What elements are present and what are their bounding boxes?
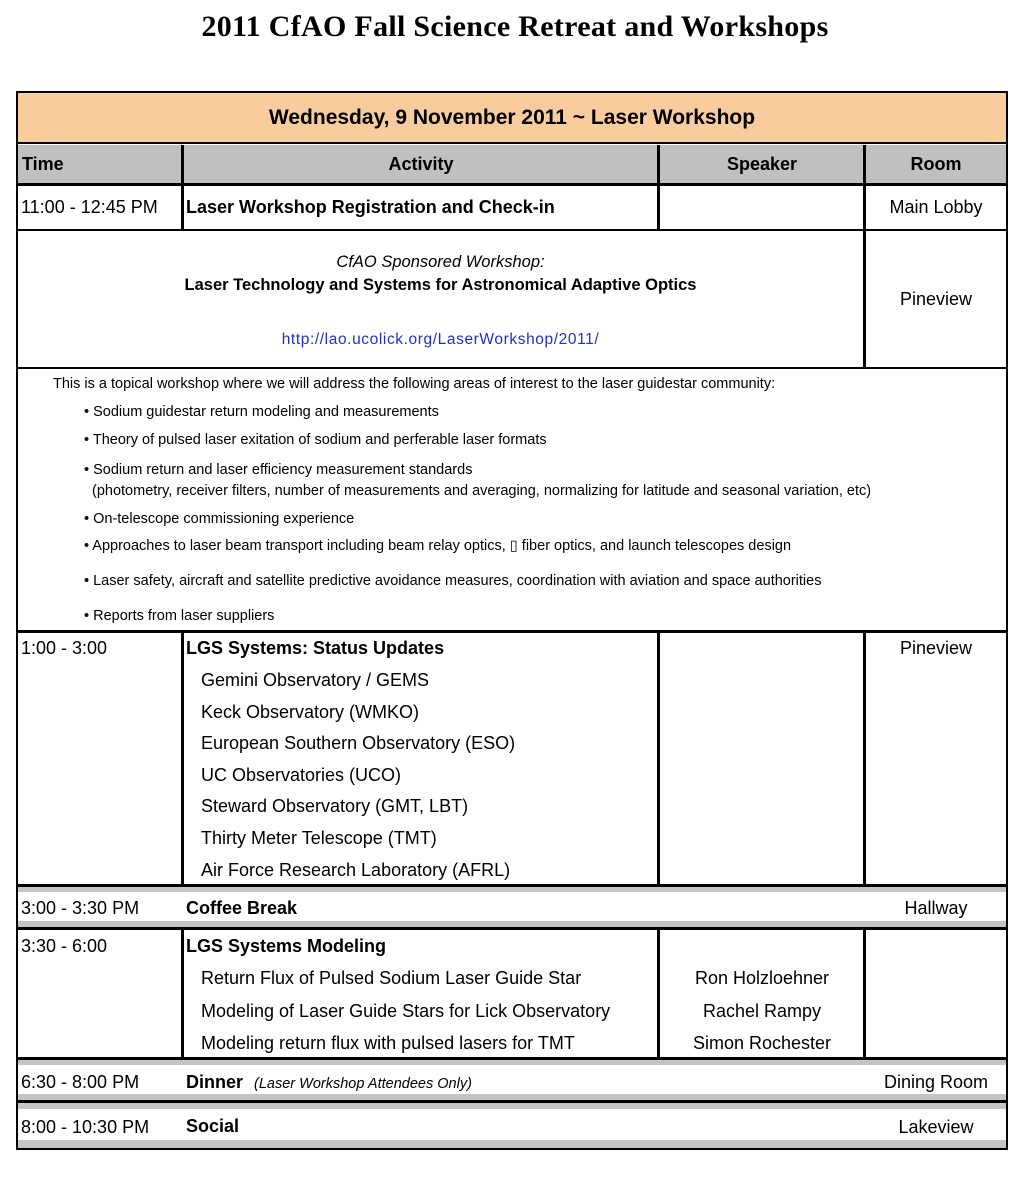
topic-item: • On-telescope commissioning experience [84, 511, 355, 527]
dinner-note: (Laser Workshop Attendees Only) [254, 1076, 472, 1092]
lgs-status-time: 1:00 - 3:00 [21, 638, 108, 658]
row-divider [18, 367, 1006, 369]
workshop-url-link[interactable]: http://lao.ucolick.org/LaserWorkshop/2011/ [281, 331, 600, 348]
dinner-room: Dining Room [883, 1072, 989, 1092]
dinner-time: 6:30 - 8:00 PM [21, 1072, 140, 1092]
column-header-room: Room [866, 145, 1006, 183]
separator-band [18, 1140, 1006, 1148]
coffee-room: Hallway [904, 898, 968, 918]
talk-title: Return Flux of Pulsed Sodium Laser Guide Star [201, 968, 582, 988]
column-divider [181, 145, 184, 231]
lgs-status-room: Pineview [899, 638, 973, 658]
column-divider [863, 630, 866, 886]
status-item: European Southern Observatory (ESO) [201, 733, 516, 753]
column-divider [657, 145, 660, 231]
talk-speaker: Simon Rochester [692, 1033, 832, 1053]
column-header-speaker: Speaker [660, 145, 864, 183]
registration-activity: Laser Workshop Registration and Check-in [186, 197, 555, 217]
talk-title: Modeling of Laser Guide Stars for Lick Observatory [201, 1001, 611, 1021]
topic-item: • Approaches to laser beam transport including beam relay optics, ▯ fiber optics, and launch telescopes design [84, 538, 792, 554]
lgs-status-activity: LGS Systems: Status Updates [186, 638, 445, 658]
separator-band [18, 1103, 1006, 1109]
workshop-name: Laser Technology and Systems for Astronomical Adaptive Optics [184, 276, 697, 294]
column-divider [181, 927, 184, 1059]
workshop-room: Pineview [899, 289, 973, 309]
topic-item: • Theory of pulsed laser exitation of sodium and perferable laser formats [84, 432, 547, 448]
status-item: Steward Observatory (GMT, LBT) [201, 796, 469, 816]
dinner-activity-group [186, 1071, 472, 1095]
status-item: UC Observatories (UCO) [201, 765, 402, 785]
column-header-activity: Activity [184, 145, 658, 183]
coffee-activity: Coffee Break [186, 898, 298, 918]
day-banner: Wednesday, 9 November 2011 ~ Laser Workshop [18, 93, 1006, 144]
modeling-time: 3:30 - 6:00 [21, 936, 108, 956]
status-item: Thirty Meter Telescope (TMT) [201, 828, 437, 848]
talk-speaker: Rachel Rampy [702, 1001, 822, 1021]
topics-intro: This is a topical workshop where we will address the following areas of interest to the laser guidestar community: [53, 376, 776, 392]
registration-time: 11:00 - 12:45 PM [21, 197, 158, 217]
row-divider [18, 229, 1006, 231]
column-header-time: Time [18, 145, 182, 183]
row-divider [18, 183, 1006, 186]
column-divider [863, 145, 866, 231]
row-divider [18, 927, 1006, 930]
topic-item: • Sodium guidestar return modeling and measurements [84, 404, 439, 420]
coffee-time: 3:00 - 3:30 PM [21, 898, 140, 918]
social-activity: Social [186, 1116, 240, 1136]
topic-item: • Laser safety, aircraft and satellite predictive avoidance measures, coordination with aviation and space authorities [84, 573, 822, 589]
topic-item: • Reports from laser suppliers [84, 608, 275, 624]
topic-item-detail: (photometry, receiver filters, number of measurements and averaging, normalizing for latitude and seasonal variation, etc) [92, 483, 872, 499]
status-item: Air Force Research Laboratory (AFRL) [201, 860, 511, 880]
registration-room: Main Lobby [889, 197, 983, 217]
document-title: 2011 CfAO Fall Science Retreat and Workshops [201, 10, 829, 43]
topic-item: • Sodium return and laser efficiency measurement standards [84, 462, 473, 478]
talk-title: Modeling return flux with pulsed lasers for TMT [201, 1033, 575, 1053]
separator-band [18, 1060, 1006, 1065]
status-item: Keck Observatory (WMKO) [201, 702, 420, 722]
workshop-label: CfAO Sponsored Workshop: [336, 253, 545, 271]
talk-speaker: Ron Holzloehner [694, 968, 830, 988]
modeling-activity: LGS Systems Modeling [186, 936, 387, 956]
social-time: 8:00 - 10:30 PM [21, 1117, 150, 1137]
social-room: Lakeview [898, 1117, 974, 1137]
column-divider [657, 630, 660, 886]
column-divider [181, 630, 184, 886]
row-divider [18, 630, 1006, 633]
status-item: Gemini Observatory / GEMS [201, 670, 430, 690]
dinner-activity: Dinner [186, 1072, 244, 1092]
separator-band [18, 887, 1006, 892]
